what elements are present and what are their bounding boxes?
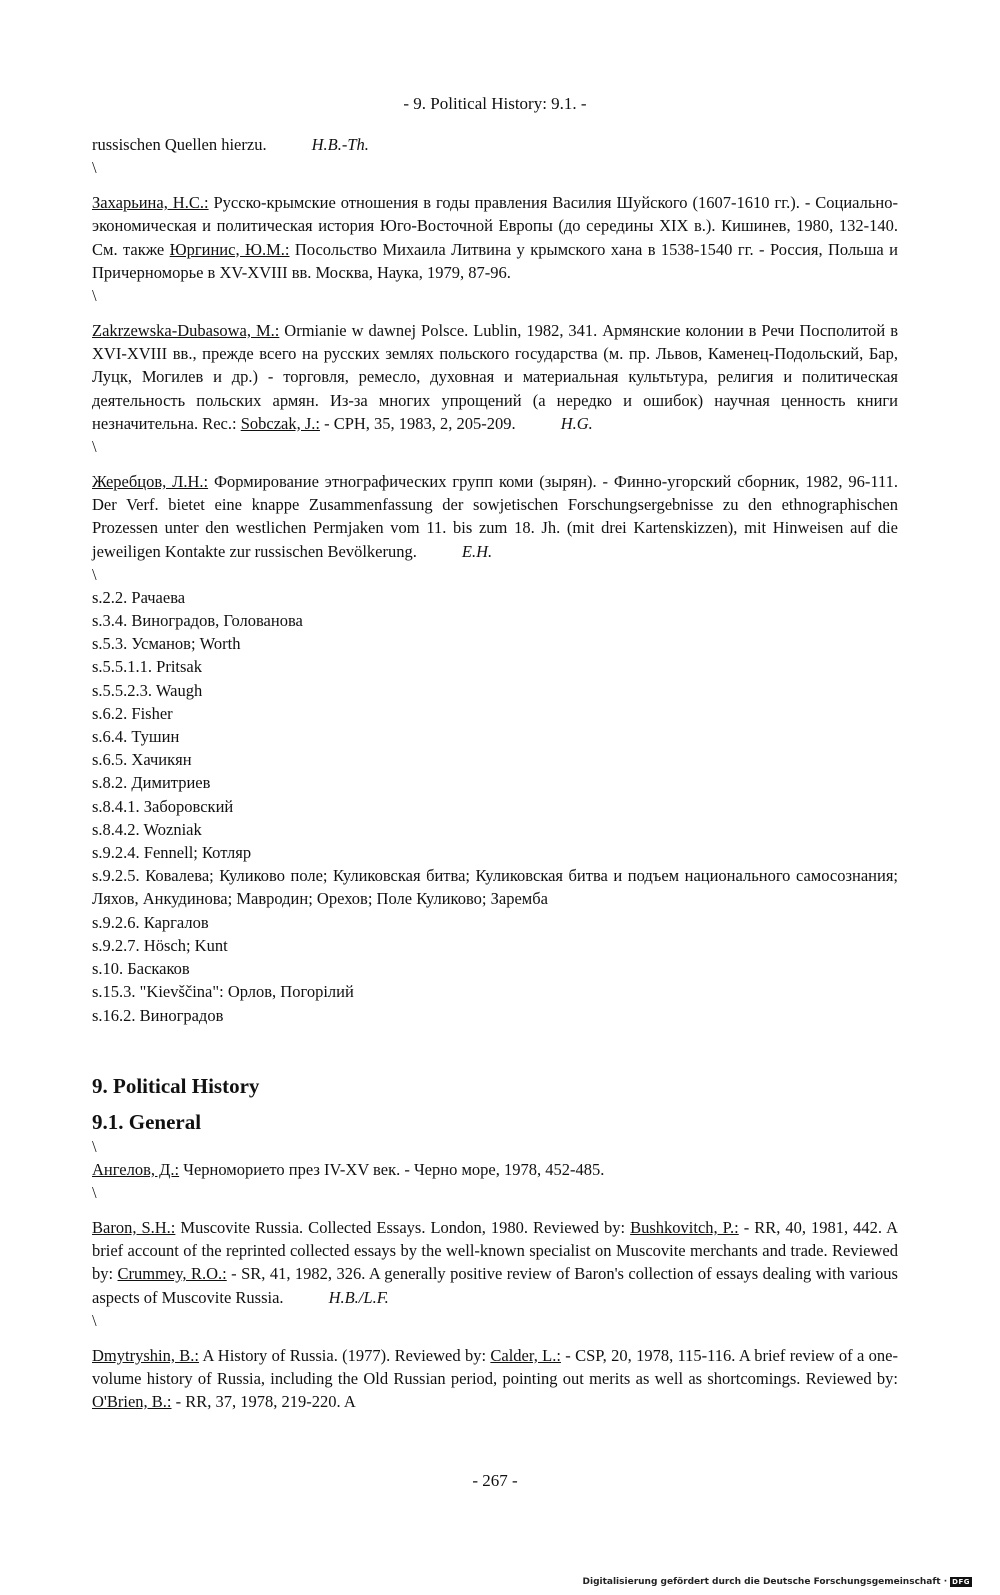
running-head: - 9. Political History: 9.1. - <box>403 94 587 113</box>
entry-separator: \ <box>92 1182 97 1202</box>
bib-entry <box>92 133 898 156</box>
footer-text: Digitalisierung gefördert durch die Deutsche Forschungsgemeinschaft · <box>582 1577 948 1587</box>
dfg-logo: DFG <box>952 1578 970 1586</box>
cross-reference: s.6.2. Fisher <box>92 703 173 723</box>
section-heading: 9. Political History <box>92 1073 260 1098</box>
digitization-footer <box>583 1577 972 1587</box>
reviewer-initials: H.B./L.F. <box>328 1287 389 1307</box>
entry-author: Захарьина, Н.С.: <box>92 193 209 213</box>
cross-reference: s.16.2. Виноградов <box>92 1005 224 1025</box>
cross-reference: s.10. Баскаков <box>92 959 190 979</box>
ref-author: Юргинис, Ю.М.: <box>169 239 290 259</box>
entry-separator: \ <box>92 1310 97 1330</box>
reviewer-initials: H.B.-Th. <box>311 135 369 154</box>
review-text: - CSP, 20, 1978, 115-116. A brief review of a one-volume history of Russia, including the Old Russian period, pointing out merits as well as shortcomings. Reviewed by: <box>92 1345 898 1388</box>
entry-text: russischen Quellen hierzu. <box>92 135 267 154</box>
entry-text: Русско-крымские отношения в годы правления Василия Шуйского (1607-1610 гг.). - Социально-экономическая и политическая история Юго-Восточной Европы (до середины XIX в.). Кишинев, 1980, 132-140. См. также <box>92 193 898 259</box>
page-number: - 267 - <box>472 1471 518 1490</box>
entry-author: Жеребцов, Л.Н.: <box>92 472 209 492</box>
bib-entry <box>92 191 898 284</box>
review-author: O'Brien, B.: <box>92 1392 172 1412</box>
entry-text: Формирование этнографических групп коми (зырян). - Финно-угорский сборник, 1982, 96-111. Der Verf. bietet eine knappe Zusammenfassung der sowjetischen Forschungsergebnisse zu den ethnographischen Prozessen unter den westlichen Permjaken vom 11. bis zum 18. Jh. (mit drei Kartenskizzen), mit Hinweisen auf die jeweiligen Kontakte zur russischen Bevölkerung. <box>92 472 898 561</box>
review-text: - RR, 40, 1981, 442. A brief account of the reprinted collected essays by the well-known specialist on Muscovite merchants and trade. Reviewed by: <box>92 1217 899 1284</box>
page-body <box>92 133 898 1413</box>
bib-entry <box>92 470 898 563</box>
cross-reference: s.9.2.7. Hösch; Kunt <box>92 935 228 955</box>
cross-reference: s.5.3. Усманов; Worth <box>92 634 241 654</box>
cross-reference: s.9.2.6. Каргалов <box>92 912 209 932</box>
entry-separator: \ <box>92 564 97 584</box>
review-text: - CPH, 35, 1983, 2, 205-209. <box>319 413 516 433</box>
bib-entry <box>92 1216 898 1309</box>
cross-reference: s.6.5. Хачикян <box>92 750 192 770</box>
cross-reference: s.5.5.2.3. Waugh <box>92 680 203 700</box>
entry-text: Черноморието през IV-XV век. - Черно море, 1978, 452-485. <box>179 1159 605 1179</box>
entry-author: Dmytryshin, B.: <box>92 1345 200 1365</box>
ref-text: Посольство Михаила Литвина у крымского хана в 1538-1540 гг. - Россия, Польша и Причерноморье в XV-XVIII вв. Москва, Наука, 1979, 87-96. <box>92 239 898 282</box>
review-text: - SR, 41, 1982, 326. A generally positive review of Baron's collection of essays dealing with various aspects of Muscovite Russia. <box>92 1264 898 1307</box>
entry-text: Muscovite Russia. Collected Essays. London, 1980. Reviewed by: <box>175 1217 631 1237</box>
cross-reference: s.9.2.4. Fennell; Котляр <box>92 843 252 863</box>
entry-separator: \ <box>92 437 97 457</box>
review-author: Sobczak, J.: <box>240 413 320 433</box>
entry-author: Baron, S.H.: <box>92 1217 176 1237</box>
review-author: Crummey, R.O.: <box>117 1264 227 1284</box>
review-author: Calder, L.: <box>490 1345 561 1365</box>
entry-text: Ormianie w dawnej Polsce. Lublin, 1982, 341. Армянские колонии в Речи Посполитой в XVI-XVIII вв., прежде всего на русских землях польского государства (м. пр. Львов, Каменец-Подольский, Бар, Луцк, Могилев и др.) - торговля, ремесло, духовная и материальная культьтура, религия и политическая деятельность польских армян. Из-за многих упрощений (а нередко и ошибок) научная ценность книги незначительна. Rec.: <box>92 321 898 433</box>
cross-reference: s.6.4. Тушин <box>92 727 180 747</box>
entry-author: Ангелов, Д.: <box>92 1159 180 1179</box>
cross-reference: s.9.2.5. Ковалева; Куликово поле; Куликовская битва; Куликовская битва и подъем национального самосознания; Ляхов, Анкудинова; Мавродин; Орехов; Поле Куликово; Заремба <box>92 866 898 909</box>
bib-entry <box>92 319 898 435</box>
cross-reference-list <box>92 586 898 1027</box>
cross-reference: s.3.4. Виноградов, Голованова <box>92 611 303 631</box>
reviewer-initials: E.H. <box>461 541 493 561</box>
review-author: Bushkovitch, P.: <box>630 1217 739 1237</box>
entry-author: Zakrzewska-Dubasowa, M.: <box>92 321 280 341</box>
entry-text: A History of Russia. (1977). Reviewed by: <box>199 1345 491 1365</box>
review-text: - RR, 37, 1978, 219-220. A <box>171 1392 356 1412</box>
cross-reference: s.8.4.1. Заборовский <box>92 796 234 816</box>
entry-separator: \ <box>92 158 97 178</box>
cross-reference: s.8.2. Димитриев <box>92 773 211 793</box>
bib-entry <box>92 1344 898 1414</box>
reviewer-initials: H.G. <box>560 413 593 433</box>
bib-entry <box>92 1158 898 1181</box>
cross-reference: s.8.4.2. Wozniak <box>92 819 202 839</box>
entry-separator: \ <box>92 286 97 306</box>
cross-reference: s.2.2. Рачаева <box>92 587 186 607</box>
subsection-heading: 9.1. General <box>92 1109 202 1134</box>
cross-reference: s.15.3. "Kievščina": Орлов, Погорілий <box>92 982 354 1002</box>
entry-separator: \ <box>92 1136 97 1156</box>
cross-reference: s.5.5.1.1. Pritsak <box>92 657 203 677</box>
